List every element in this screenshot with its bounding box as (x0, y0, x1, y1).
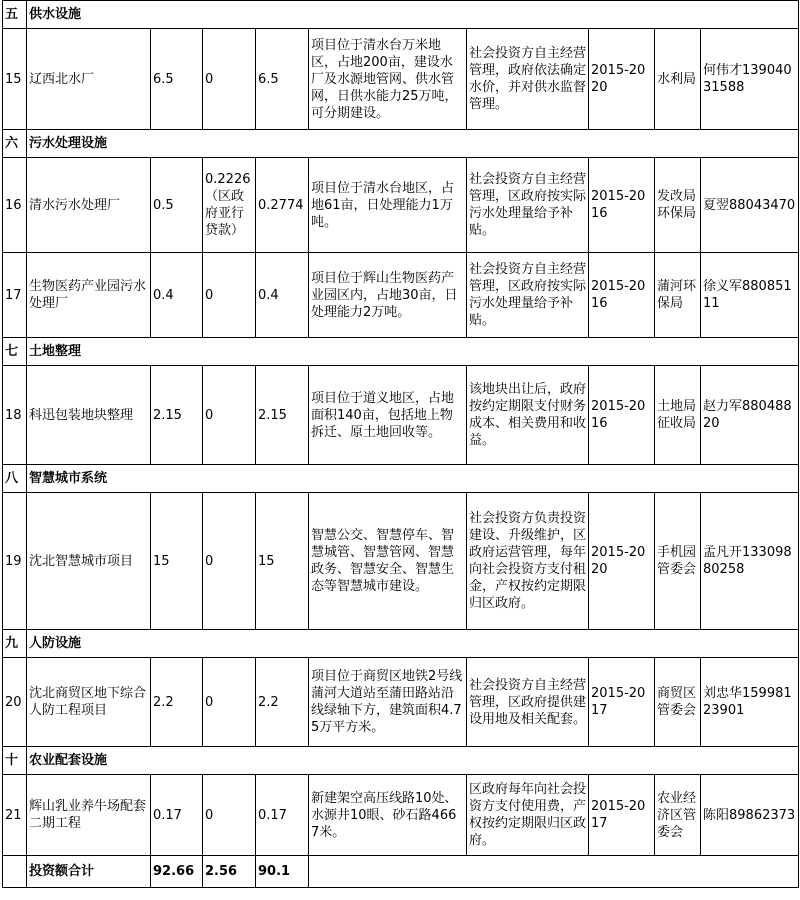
period: 2015-2020 (589, 493, 655, 630)
gov-investment: 0 (203, 775, 256, 856)
gov-investment: 0.2226（区政府亚行贷款） (203, 158, 256, 253)
total-investment: 6.5 (151, 29, 203, 130)
table-row (3, 29, 799, 130)
row-number: 17 (3, 253, 27, 338)
gov-investment: 0 (203, 366, 256, 465)
row-number: 20 (3, 658, 27, 747)
totals-total: 92.66 (151, 856, 203, 888)
cooperation-mode: 社会投资方自主经营管理，区政府按实际污水处理量给予补贴。 (467, 158, 589, 253)
section-number: 六 (3, 130, 27, 158)
social-investment: 0.2774 (256, 158, 309, 253)
section-row (3, 465, 799, 493)
contact: 何伟才13904031588 (701, 29, 799, 130)
project-name: 沈北商贸区地下综合人防工程项目 (27, 658, 151, 747)
project-name: 生物医药产业园污水处理厂 (27, 253, 151, 338)
project-description: 智慧公交、智慧停车、智慧城管、智慧管网、智慧政务、智慧安全、智慧生态等智慧城市建设。 (309, 493, 467, 630)
social-investment: 2.2 (256, 658, 309, 747)
section-row (3, 1, 799, 29)
period: 2015-2016 (589, 158, 655, 253)
gov-investment: 0 (203, 29, 256, 130)
contact: 孟凡开13309880258 (701, 493, 799, 630)
table-row (3, 493, 799, 630)
cooperation-mode: 社会投资方自主经营管理，政府依法确定水价，并对供水监督管理。 (467, 29, 589, 130)
cooperation-mode: 该地块出让后，政府按约定期限支付财务成本、相关费用和收益。 (467, 366, 589, 465)
section-number: 五 (3, 1, 27, 29)
row-number: 19 (3, 493, 27, 630)
totals-gov: 2.56 (203, 856, 256, 888)
project-description: 项目位于商贸区地铁2号线蒲河大道站至蒲田路站沿线绿轴下方，建筑面积4.75万平方米。 (309, 658, 467, 747)
totals-social: 90.1 (256, 856, 309, 888)
total-investment: 0.5 (151, 158, 203, 253)
project-description: 项目位于道义地区，占地面积140亩，包括地上物拆迁、原土地回收等。 (309, 366, 467, 465)
section-number: 七 (3, 338, 27, 366)
section-row (3, 338, 799, 366)
gov-investment: 0 (203, 493, 256, 630)
contact: 刘忠华15998123901 (701, 658, 799, 747)
social-investment: 2.15 (256, 366, 309, 465)
project-name: 辉山乳业养牛场配套二期工程 (27, 775, 151, 856)
period: 2015-2016 (589, 253, 655, 338)
cooperation-mode: 区政府每年向社会投资方支付使用费，产权按约定期限归区政府。 (467, 775, 589, 856)
social-investment: 0.17 (256, 775, 309, 856)
section-title: 土地整理 (27, 338, 799, 366)
period: 2015-2017 (589, 658, 655, 747)
cooperation-mode: 社会投资方自主经营管理，区政府按实际污水处理量给予补贴。 (467, 253, 589, 338)
section-row (3, 130, 799, 158)
cooperation-mode: 社会投资方自主经营管理，区政府提供建设用地及相关配套。 (467, 658, 589, 747)
totals-spacer (3, 856, 27, 888)
total-investment: 0.17 (151, 775, 203, 856)
department: 蒲河环保局 (655, 253, 701, 338)
project-description: 新建架空高压线路10处、水源井10眼、砂石路4667米。 (309, 775, 467, 856)
social-investment: 6.5 (256, 29, 309, 130)
table-row (3, 658, 799, 747)
total-investment: 15 (151, 493, 203, 630)
row-number: 15 (3, 29, 27, 130)
department: 发改局环保局 (655, 158, 701, 253)
section-title: 智慧城市系统 (27, 465, 799, 493)
period: 2015-2020 (589, 29, 655, 130)
row-number: 16 (3, 158, 27, 253)
period: 2015-2017 (589, 775, 655, 856)
project-name: 科迅包装地块整理 (27, 366, 151, 465)
totals-empty (309, 856, 799, 888)
period: 2015-2016 (589, 366, 655, 465)
project-name: 沈北智慧城市项目 (27, 493, 151, 630)
department: 商贸区管委会 (655, 658, 701, 747)
section-title: 人防设施 (27, 630, 799, 658)
department: 土地局征收局 (655, 366, 701, 465)
cooperation-mode: 社会投资方负责投资建设、升级维护，区政府运营管理，每年向社会投资方支付租金，产权按约定期限归区政府。 (467, 493, 589, 630)
totals-row (3, 856, 799, 888)
section-row (3, 747, 799, 775)
section-number: 十 (3, 747, 27, 775)
table-row (3, 253, 799, 338)
section-number: 九 (3, 630, 27, 658)
totals-label: 投资额合计 (27, 856, 151, 888)
social-investment: 0.4 (256, 253, 309, 338)
project-table (2, 0, 799, 888)
section-title: 污水处理设施 (27, 130, 799, 158)
project-description: 项目位于辉山生物医药产业园区内，占地30亩，日处理能力2万吨。 (309, 253, 467, 338)
section-title: 供水设施 (27, 1, 799, 29)
contact: 陈阳89862373 (701, 775, 799, 856)
section-row (3, 630, 799, 658)
gov-investment: 0 (203, 253, 256, 338)
total-investment: 2.2 (151, 658, 203, 747)
social-investment: 15 (256, 493, 309, 630)
department: 手机园管委会 (655, 493, 701, 630)
department: 农业经济区管委会 (655, 775, 701, 856)
project-name: 辽西北水厂 (27, 29, 151, 130)
contact: 赵力军88048820 (701, 366, 799, 465)
row-number: 18 (3, 366, 27, 465)
project-description: 项目位于清水台地区，占地61亩，日处理能力1万吨。 (309, 158, 467, 253)
total-investment: 0.4 (151, 253, 203, 338)
table-row (3, 775, 799, 856)
department: 水利局 (655, 29, 701, 130)
section-title: 农业配套设施 (27, 747, 799, 775)
section-number: 八 (3, 465, 27, 493)
project-name: 清水污水处理厂 (27, 158, 151, 253)
gov-investment: 0 (203, 658, 256, 747)
table-row (3, 158, 799, 253)
contact: 徐义军88085111 (701, 253, 799, 338)
total-investment: 2.15 (151, 366, 203, 465)
contact: 夏翌88043470 (701, 158, 799, 253)
row-number: 21 (3, 775, 27, 856)
project-description: 项目位于清水台万米地区，占地200亩，建设水厂及水源地管网、供水管网，日供水能力25万吨，可分期建设。 (309, 29, 467, 130)
table-row (3, 366, 799, 465)
